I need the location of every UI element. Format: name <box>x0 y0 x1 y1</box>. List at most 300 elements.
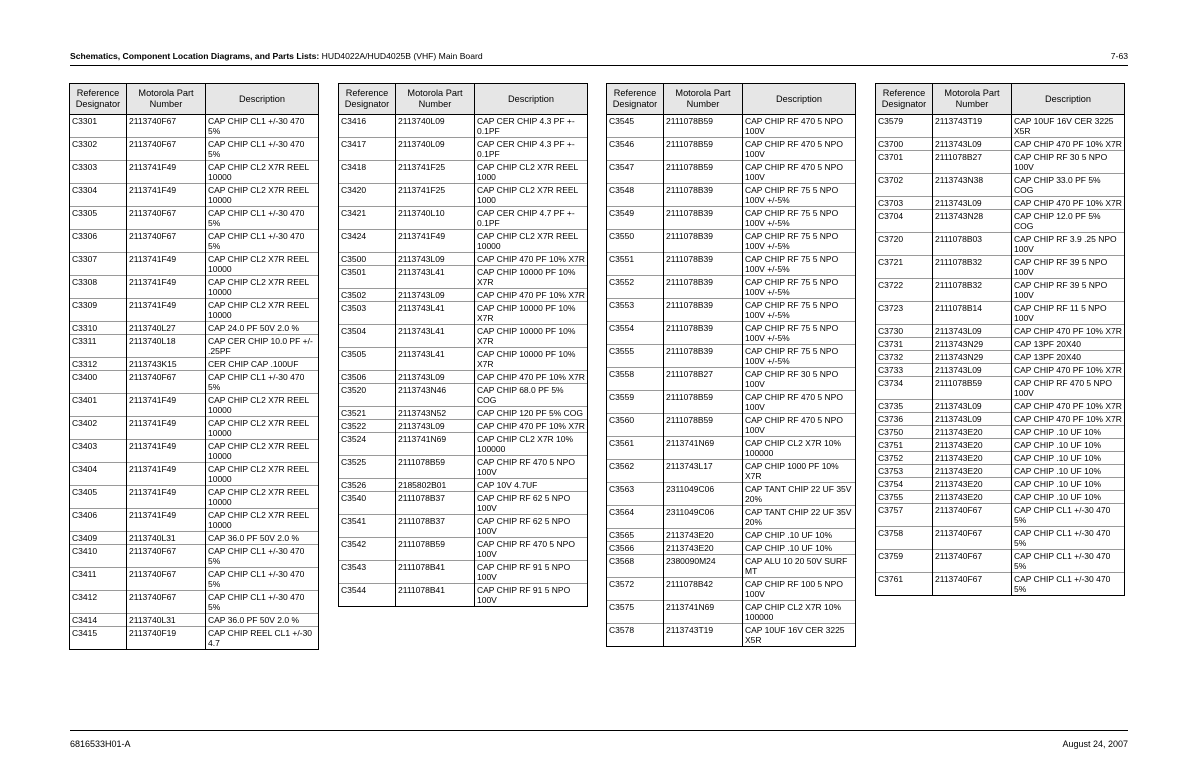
part-number-cell: 2113740F67 <box>127 230 206 253</box>
table-row <box>70 532 319 545</box>
table-row <box>339 138 588 161</box>
ref-cell: C3547 <box>607 161 664 184</box>
table-row <box>607 253 856 276</box>
part-number-cell: 2113741F49 <box>127 253 206 276</box>
description-cell: CAP CHIP 10000 PF 10% X7R <box>475 325 588 348</box>
ref-cell: C3310 <box>70 322 127 335</box>
description-cell: CAP CHIP CL1 +/-30 470 5% <box>1012 550 1125 573</box>
table-row <box>339 479 588 492</box>
table-row <box>339 538 588 561</box>
description-cell: CAP CHIP CL2 X7R 10% 100000 <box>743 601 856 624</box>
table-row <box>876 151 1125 174</box>
part-number-cell: 2185802B01 <box>396 479 475 492</box>
table-row <box>876 491 1125 504</box>
ref-cell: C3524 <box>339 433 396 456</box>
part-number-cell: 2113743N46 <box>396 384 475 407</box>
description-cell: CAP CHIP 120 PF 5% COG <box>475 407 588 420</box>
table-row <box>70 509 319 532</box>
ref-cell: C3415 <box>70 627 127 650</box>
part-number-cell: 2111078B27 <box>664 368 743 391</box>
table-row <box>70 591 319 614</box>
table-row <box>339 371 588 384</box>
part-number-cell: 2113743L09 <box>396 253 475 266</box>
parts-table-1 <box>69 83 319 650</box>
part-number-cell: 2380090M24 <box>664 555 743 578</box>
ref-cell: C3566 <box>607 542 664 555</box>
description-cell: CAP CHIP RF 75 5 NPO 100V +/-5% <box>743 253 856 276</box>
ref-cell: C3401 <box>70 394 127 417</box>
table-row <box>876 210 1125 233</box>
description-cell: CAP CHIP .10 UF 10% <box>743 529 856 542</box>
part-number-cell: 2113741N69 <box>664 437 743 460</box>
col-ref-header: Reference Designator <box>876 84 933 115</box>
description-cell: CAP 13PF 20X40 <box>1012 338 1125 351</box>
part-number-cell: 2113740L31 <box>127 532 206 545</box>
description-cell: CAP CHIP RF 3.9 .25 NPO 100V <box>1012 233 1125 256</box>
description-cell: CAP 10V 4.7UF <box>475 479 588 492</box>
description-cell: CAP CHIP RF 75 5 NPO 100V +/-5% <box>743 299 856 322</box>
table-row <box>607 391 856 414</box>
part-number-cell: 2113740F67 <box>933 504 1012 527</box>
ref-cell: C3522 <box>339 420 396 433</box>
part-number-cell: 2113743L09 <box>396 371 475 384</box>
part-number-cell: 2113743E20 <box>664 542 743 555</box>
ref-cell: C3761 <box>876 573 933 596</box>
table-row <box>607 529 856 542</box>
ref-cell: C3553 <box>607 299 664 322</box>
table-row <box>607 322 856 345</box>
description-cell: CAP CER CHIP 4.3 PF +- 0.1PF <box>475 138 588 161</box>
part-number-cell: 2113743N28 <box>933 210 1012 233</box>
table-row <box>339 289 588 302</box>
publication-date: August 24, 2007 <box>1062 739 1128 749</box>
description-cell: CAP CHIP .10 UF 10% <box>1012 478 1125 491</box>
part-number-cell: 2111078B37 <box>396 515 475 538</box>
ref-cell: C3306 <box>70 230 127 253</box>
description-cell: CAP CHIP 470 PF 10% X7R <box>475 420 588 433</box>
ref-cell: C3412 <box>70 591 127 614</box>
page-header <box>70 48 1128 64</box>
description-cell: CAP CHIP RF 470 5 NPO 100V <box>743 414 856 437</box>
ref-cell: C3416 <box>339 115 396 138</box>
ref-cell: C3414 <box>70 614 127 627</box>
table-row <box>339 433 588 456</box>
col-part-header: Motorola Part Number <box>127 84 206 115</box>
part-number-cell: 2113741F49 <box>396 230 475 253</box>
part-number-cell: 2113740L09 <box>396 138 475 161</box>
ref-cell: C3506 <box>339 371 396 384</box>
table-row <box>607 368 856 391</box>
table-row <box>339 253 588 266</box>
ref-cell: C3503 <box>339 302 396 325</box>
part-number-cell: 2113743L41 <box>396 266 475 289</box>
description-cell: CAP CHIP .10 UF 10% <box>1012 426 1125 439</box>
part-number-cell: 2111078B39 <box>664 207 743 230</box>
part-number-cell: 2111078B14 <box>933 302 1012 325</box>
ref-cell: C3733 <box>876 364 933 377</box>
part-number-cell: 2113740F67 <box>127 207 206 230</box>
part-number-cell: 2113743E20 <box>933 439 1012 452</box>
ref-cell: C3735 <box>876 400 933 413</box>
description-cell: CAP CHIP 1000 PF 10% X7R <box>743 460 856 483</box>
ref-cell: C3304 <box>70 184 127 207</box>
description-cell: CAP CHIP CL2 X7R REEL 10000 <box>475 230 588 253</box>
part-number-cell: 2111078B59 <box>664 414 743 437</box>
ref-cell: C3753 <box>876 465 933 478</box>
col-part-header: Motorola Part Number <box>396 84 475 115</box>
description-cell: CAP CHIP CL2 X7R REEL 1000 <box>475 184 588 207</box>
part-number-cell: 2113743L41 <box>396 325 475 348</box>
table-row <box>876 279 1125 302</box>
part-number-cell: 2311049C06 <box>664 483 743 506</box>
table-row <box>70 207 319 230</box>
description-cell: CER CHIP CAP .100UF <box>206 358 319 371</box>
part-number-cell: 2111078B39 <box>664 276 743 299</box>
description-cell: CAP CHIP CL1 +/-30 470 5% <box>206 591 319 614</box>
table-row <box>607 230 856 253</box>
description-cell: CAP CHIP RF 470 5 NPO 100V <box>743 391 856 414</box>
ref-cell: C3704 <box>876 210 933 233</box>
table-row <box>876 478 1125 491</box>
description-cell: CAP CHIP RF 470 5 NPO 100V <box>743 138 856 161</box>
part-number-cell: 2113743N29 <box>933 338 1012 351</box>
parts-table-4 <box>875 83 1125 596</box>
table-row <box>339 115 588 138</box>
ref-cell: C3400 <box>70 371 127 394</box>
table-row <box>70 568 319 591</box>
table-row <box>339 561 588 584</box>
table-row <box>70 440 319 463</box>
table-row <box>607 345 856 368</box>
part-number-cell: 2111078B59 <box>664 115 743 138</box>
table-row <box>607 437 856 460</box>
ref-cell: C3552 <box>607 276 664 299</box>
part-number-cell: 2113743T19 <box>933 115 1012 138</box>
description-cell: CAP TANT CHIP 22 UF 35V 20% <box>743 483 856 506</box>
description-cell: CAP CHIP CL2 X7R 10% 100000 <box>475 433 588 456</box>
col-ref-header: Reference Designator <box>339 84 396 115</box>
part-number-cell: 2113741F49 <box>127 276 206 299</box>
ref-cell: C3312 <box>70 358 127 371</box>
header-rule <box>70 65 1128 66</box>
table-row <box>876 325 1125 338</box>
part-number-cell: 2111078B39 <box>664 230 743 253</box>
table-row <box>339 384 588 407</box>
description-cell: CAP CHIP CL2 X7R REEL 10000 <box>206 253 319 276</box>
ref-cell: C3554 <box>607 322 664 345</box>
table-row <box>876 573 1125 596</box>
table-row <box>876 138 1125 151</box>
table-row <box>70 417 319 440</box>
table-row <box>70 463 319 486</box>
description-cell: CAP CHIP CL1 +/-30 470 5% <box>206 371 319 394</box>
part-number-cell: 2113743L09 <box>933 364 1012 377</box>
part-number-cell: 2113743E20 <box>933 426 1012 439</box>
table-row <box>339 515 588 538</box>
ref-cell: C3701 <box>876 151 933 174</box>
part-number-cell: 2113740L18 <box>127 335 206 358</box>
part-number-cell: 2111078B32 <box>933 256 1012 279</box>
ref-cell: C3543 <box>339 561 396 584</box>
description-cell: CAP 13PF 20X40 <box>1012 351 1125 364</box>
table-row <box>876 115 1125 138</box>
ref-cell: C3542 <box>339 538 396 561</box>
col-ref-header: Reference Designator <box>70 84 127 115</box>
ref-cell: C3757 <box>876 504 933 527</box>
part-number-cell: 2111078B03 <box>933 233 1012 256</box>
description-cell: CAP CHIP CL2 X7R 10% 100000 <box>743 437 856 460</box>
part-number-cell: 2113741F49 <box>127 394 206 417</box>
table-row <box>876 550 1125 573</box>
description-cell: CAP CHIP 10000 PF 10% X7R <box>475 302 588 325</box>
ref-cell: C3308 <box>70 276 127 299</box>
description-cell: CAP CHIP CL2 X7R REEL 10000 <box>206 440 319 463</box>
part-number-cell: 2113740F67 <box>933 550 1012 573</box>
description-cell: CAP CHIP CL1 +/-30 470 5% <box>206 545 319 568</box>
ref-cell: C3303 <box>70 161 127 184</box>
description-cell: CAP CHIP RF 30 5 NPO 100V <box>1012 151 1125 174</box>
ref-cell: C3700 <box>876 138 933 151</box>
description-cell: CAP CHIP CL1 +/-30 470 5% <box>1012 527 1125 550</box>
description-cell: CAP CHIP RF 100 5 NPO 100V <box>743 578 856 601</box>
description-cell: CAP CHIP 68.0 PF 5% COG <box>475 384 588 407</box>
ref-cell: C3541 <box>339 515 396 538</box>
part-number-cell: 2113741F49 <box>127 417 206 440</box>
ref-cell: C3751 <box>876 439 933 452</box>
description-cell: CAP CHIP RF 75 5 NPO 100V +/-5% <box>743 207 856 230</box>
ref-cell: C3311 <box>70 335 127 358</box>
col-ref-header: Reference Designator <box>607 84 664 115</box>
table-row <box>876 338 1125 351</box>
description-cell: CAP CHIP 10000 PF 10% X7R <box>475 266 588 289</box>
table-row <box>339 207 588 230</box>
part-number-cell: 2111078B59 <box>664 391 743 414</box>
table-row <box>607 483 856 506</box>
description-cell: CAP CHIP CL2 X7R REEL 10000 <box>206 463 319 486</box>
part-number-cell: 2111078B59 <box>664 161 743 184</box>
part-number-cell: 2113740F67 <box>933 573 1012 596</box>
table-row <box>339 184 588 207</box>
description-cell: CAP CHIP CL1 +/-30 470 5% <box>206 115 319 138</box>
ref-cell: C3731 <box>876 338 933 351</box>
description-cell: CAP ALU 10 20 50V SURF MT <box>743 555 856 578</box>
ref-cell: C3702 <box>876 174 933 197</box>
description-cell: CAP CHIP CL2 X7R REEL 10000 <box>206 509 319 532</box>
description-cell: CAP CHIP 470 PF 10% X7R <box>1012 325 1125 338</box>
ref-cell: C3723 <box>876 302 933 325</box>
table-row <box>607 460 856 483</box>
page-number: 7-63 <box>1110 51 1128 61</box>
col-desc-header: Description <box>206 84 319 115</box>
table-row <box>607 506 856 529</box>
part-number-cell: 2113740F67 <box>127 591 206 614</box>
part-number-cell: 2113741N69 <box>664 601 743 624</box>
ref-cell: C3545 <box>607 115 664 138</box>
part-number-cell: 2311049C06 <box>664 506 743 529</box>
table-row <box>876 256 1125 279</box>
table-row <box>339 266 588 289</box>
col-desc-header: Description <box>1012 84 1125 115</box>
ref-cell: C3734 <box>876 377 933 400</box>
part-number-cell: 2113741F49 <box>127 184 206 207</box>
table-row <box>339 584 588 607</box>
table-row <box>607 207 856 230</box>
part-number-cell: 2113741F49 <box>127 509 206 532</box>
part-number-cell: 2113740F19 <box>127 627 206 650</box>
description-cell: CAP CHIP .10 UF 10% <box>1012 439 1125 452</box>
description-cell: CAP CHIP RF 75 5 NPO 100V +/-5% <box>743 230 856 253</box>
ref-cell: C3500 <box>339 253 396 266</box>
part-number-cell: 2113740L31 <box>127 614 206 627</box>
description-cell: CAP CHIP 470 PF 10% X7R <box>1012 197 1125 210</box>
part-number-cell: 2113743L09 <box>396 420 475 433</box>
table-row <box>607 578 856 601</box>
table-row <box>876 377 1125 400</box>
ref-cell: C3526 <box>339 479 396 492</box>
table-row <box>607 161 856 184</box>
part-number-cell: 2113741N69 <box>396 433 475 456</box>
part-number-cell: 2113741F25 <box>396 184 475 207</box>
ref-cell: C3525 <box>339 456 396 479</box>
ref-cell: C3501 <box>339 266 396 289</box>
description-cell: CAP CHIP CL2 X7R REEL 10000 <box>206 417 319 440</box>
part-number-cell: 2111078B41 <box>396 561 475 584</box>
description-cell: CAP CHIP RF 30 5 NPO 100V <box>743 368 856 391</box>
page-title-bold: Schematics, Component Location Diagrams, and Parts Lists: <box>70 51 320 61</box>
part-number-cell: 2113741F49 <box>127 463 206 486</box>
part-number-cell: 2111078B42 <box>664 578 743 601</box>
part-number-cell: 2113740F67 <box>933 527 1012 550</box>
table-row <box>876 364 1125 377</box>
table-row <box>70 115 319 138</box>
description-cell: CAP CHIP 33.0 PF 5% COG <box>1012 174 1125 197</box>
ref-cell: C3421 <box>339 207 396 230</box>
ref-cell: C3546 <box>607 138 664 161</box>
description-cell: CAP CHIP RF 75 5 NPO 100V +/-5% <box>743 276 856 299</box>
ref-cell: C3568 <box>607 555 664 578</box>
part-number-cell: 2113740L10 <box>396 207 475 230</box>
table-row <box>339 325 588 348</box>
description-cell: CAP CHIP RF 11 5 NPO 100V <box>1012 302 1125 325</box>
part-number-cell: 2111078B39 <box>664 299 743 322</box>
ref-cell: C3720 <box>876 233 933 256</box>
table-row <box>339 230 588 253</box>
parts-table-3 <box>606 83 856 647</box>
ref-cell: C3558 <box>607 368 664 391</box>
table-row <box>70 184 319 207</box>
part-number-cell: 2113743L09 <box>933 197 1012 210</box>
description-cell: CAP CER CHIP 4.3 PF +- 0.1PF <box>475 115 588 138</box>
ref-cell: C3305 <box>70 207 127 230</box>
description-cell: CAP CHIP RF 39 5 NPO 100V <box>1012 279 1125 302</box>
description-cell: CAP CHIP CL2 X7R REEL 10000 <box>206 299 319 322</box>
col-part-header: Motorola Part Number <box>933 84 1012 115</box>
ref-cell: C3560 <box>607 414 664 437</box>
ref-cell: C3563 <box>607 483 664 506</box>
col-desc-header: Description <box>475 84 588 115</box>
part-number-cell: 2113741F49 <box>127 299 206 322</box>
description-cell: CAP CHIP 470 PF 10% X7R <box>1012 413 1125 426</box>
table-row <box>339 456 588 479</box>
part-number-cell: 2113743L09 <box>933 138 1012 151</box>
part-number-cell: 2113743L17 <box>664 460 743 483</box>
part-number-cell: 2111078B59 <box>396 456 475 479</box>
ref-cell: C3555 <box>607 345 664 368</box>
table-row <box>607 299 856 322</box>
ref-cell: C3410 <box>70 545 127 568</box>
table-row <box>607 184 856 207</box>
part-number-cell: 2113743E20 <box>933 491 1012 504</box>
part-number-cell: 2111078B39 <box>664 345 743 368</box>
description-cell: CAP CHIP CL1 +/-30 470 5% <box>206 230 319 253</box>
part-number-cell: 2113743E20 <box>933 478 1012 491</box>
part-number-cell: 2113740L27 <box>127 322 206 335</box>
table-row <box>70 335 319 358</box>
ref-cell: C3417 <box>339 138 396 161</box>
table-row <box>70 486 319 509</box>
ref-cell: C3411 <box>70 568 127 591</box>
description-cell: CAP 36.0 PF 50V 2.0 % <box>206 614 319 627</box>
footer-rule <box>70 730 1128 731</box>
description-cell: CAP CER CHIP 4.7 PF +- 0.1PF <box>475 207 588 230</box>
description-cell: CAP CHIP 470 PF 10% X7R <box>475 371 588 384</box>
description-cell: CAP CHIP .10 UF 10% <box>1012 452 1125 465</box>
part-number-cell: 2113740L09 <box>396 115 475 138</box>
ref-cell: C3732 <box>876 351 933 364</box>
part-number-cell: 2113743L41 <box>396 302 475 325</box>
description-cell: CAP CHIP 470 PF 10% X7R <box>1012 400 1125 413</box>
part-number-cell: 2113743L09 <box>933 413 1012 426</box>
description-cell: CAP CHIP RF 470 5 NPO 100V <box>1012 377 1125 400</box>
table-row <box>876 413 1125 426</box>
description-cell: CAP CHIP CL2 X7R REEL 10000 <box>206 276 319 299</box>
ref-cell: C3562 <box>607 460 664 483</box>
table-row <box>70 138 319 161</box>
table-row <box>876 465 1125 478</box>
part-number-cell: 2111078B59 <box>664 138 743 161</box>
ref-cell: C3549 <box>607 207 664 230</box>
ref-cell: C3504 <box>339 325 396 348</box>
description-cell: CAP 10UF 16V CER 3225 X5R <box>743 624 856 647</box>
part-number-cell: 2111078B37 <box>396 492 475 515</box>
table-row <box>339 492 588 515</box>
description-cell: CAP CHIP CL1 +/-30 470 5% <box>206 568 319 591</box>
description-cell: CAP CHIP RF 62 5 NPO 100V <box>475 492 588 515</box>
table-row <box>339 302 588 325</box>
ref-cell: C3752 <box>876 452 933 465</box>
table-row <box>70 299 319 322</box>
table-row <box>607 138 856 161</box>
part-number-cell: 2111078B27 <box>933 151 1012 174</box>
ref-cell: C3703 <box>876 197 933 210</box>
ref-cell: C3405 <box>70 486 127 509</box>
description-cell: CAP CHIP CL2 X7R REEL 1000 <box>475 161 588 184</box>
part-number-cell: 2113740F67 <box>127 115 206 138</box>
part-number-cell: 2111078B59 <box>933 377 1012 400</box>
ref-cell: C3550 <box>607 230 664 253</box>
table-row <box>70 371 319 394</box>
ref-cell: C3548 <box>607 184 664 207</box>
part-number-cell: 2113743E20 <box>933 465 1012 478</box>
ref-cell: C3302 <box>70 138 127 161</box>
ref-cell: C3520 <box>339 384 396 407</box>
ref-cell: C3418 <box>339 161 396 184</box>
part-number-cell: 2113743N29 <box>933 351 1012 364</box>
description-cell: CAP CHIP RF 470 5 NPO 100V <box>743 115 856 138</box>
ref-cell: C3564 <box>607 506 664 529</box>
part-number-cell: 2113743N38 <box>933 174 1012 197</box>
part-number-cell: 2113740F67 <box>127 568 206 591</box>
